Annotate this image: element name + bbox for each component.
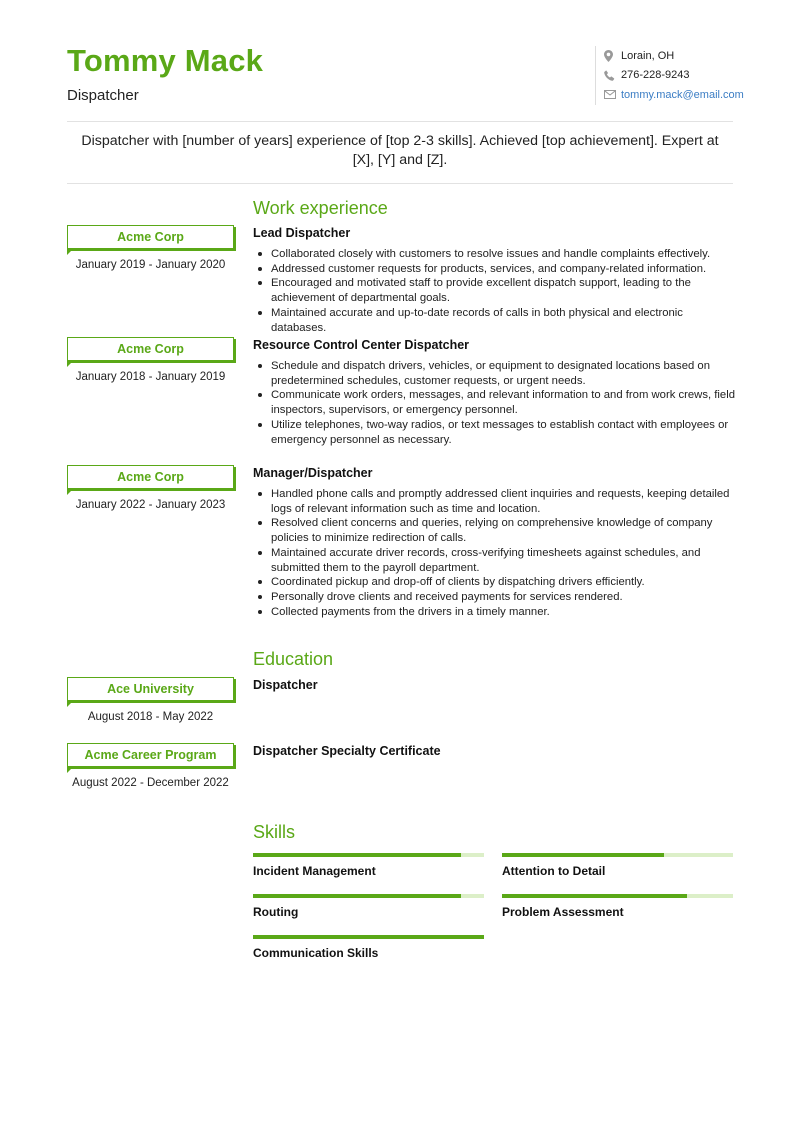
skill-bar-fill xyxy=(253,853,461,857)
skill-item xyxy=(502,853,733,878)
work-entry xyxy=(253,466,735,619)
work-entry xyxy=(253,226,735,335)
list-item: Handled phone calls and promptly addressed client inquiries and requests, keeping detailed logs of relevant information such as time and location. xyxy=(253,487,735,516)
candidate-name: Tommy Mack xyxy=(67,43,264,78)
phone-icon xyxy=(604,70,620,81)
list-item: Collaborated closely with customers to resolve issues and handle complaints effectively. xyxy=(253,247,735,262)
skill-bar xyxy=(253,853,484,857)
list-item: Utilize telephones, two-way radios, or text messages to establish contact with employees or emergency personnel as necessary. xyxy=(253,418,735,447)
skill-name: Attention to Detail xyxy=(502,864,606,878)
candidate-role: Dispatcher xyxy=(67,87,139,105)
skill-name: Communication Skills xyxy=(253,946,379,960)
list-item: Resolved client concerns and queries, relying on comprehensive knowledge of company policies to minimize redirection of calls. xyxy=(253,516,735,545)
skill-name: Problem Assessment xyxy=(502,905,624,919)
skill-bar-fill xyxy=(502,894,687,898)
job-title: Manager/Dispatcher xyxy=(253,466,373,480)
degree-title: Dispatcher Specialty Certificate xyxy=(253,744,441,758)
school-name: Acme Career Program xyxy=(67,743,234,767)
tag-tail xyxy=(67,767,73,773)
summary-divider xyxy=(67,183,733,184)
job-bullets xyxy=(253,359,735,447)
tag-tail xyxy=(67,249,73,255)
phone-text: 276-228-9243 xyxy=(621,69,690,82)
list-item: Schedule and dispatch drivers, vehicles, or equipment to designated locations based on predetermined schedules, customer requests, or urgent needs. xyxy=(253,359,735,388)
tag-tail xyxy=(67,361,73,367)
skill-bar xyxy=(502,894,733,898)
work-dates: January 2022 - January 2023 xyxy=(75,499,226,511)
tag-tail xyxy=(67,701,73,707)
work-company-tag xyxy=(67,225,234,271)
tag-tail xyxy=(67,489,73,495)
education-section-title: Education xyxy=(253,649,334,669)
company-name: Acme Corp xyxy=(67,337,234,361)
education-school-tag xyxy=(67,677,234,723)
list-item: Maintained accurate driver records, cross-verifying timesheets against schedules, and submitted them to the payroll department. xyxy=(253,546,735,575)
work-dates: January 2018 - January 2019 xyxy=(75,371,226,383)
skill-item xyxy=(253,853,484,878)
work-entry xyxy=(253,338,735,447)
list-item: Encouraged and motivated staff to provide excellent dispatch support, leading to the achievement of departmental goals. xyxy=(253,276,735,305)
list-item: Personally drove clients and received payments for services rendered. xyxy=(253,590,735,605)
job-title: Lead Dispatcher xyxy=(253,226,351,240)
school-name: Ace University xyxy=(67,677,234,701)
skill-bar-fill xyxy=(253,894,461,898)
contact-block xyxy=(595,46,745,105)
skill-item xyxy=(253,935,484,960)
list-item: Addressed customer requests for products, services, and company-related information. xyxy=(253,262,735,277)
list-item: Coordinated pickup and drop-off of clients by dispatching drivers efficiently. xyxy=(253,575,735,590)
skills-section-title: Skills xyxy=(253,822,296,842)
skill-bar-fill xyxy=(502,853,664,857)
work-dates: January 2019 - January 2020 xyxy=(75,259,226,271)
contact-email[interactable] xyxy=(604,85,745,105)
work-section-title: Work experience xyxy=(253,198,388,218)
contact-phone xyxy=(604,66,745,86)
degree-title: Dispatcher xyxy=(253,678,318,692)
job-bullets xyxy=(253,487,735,619)
skill-name: Routing xyxy=(253,905,299,919)
location-pin-icon xyxy=(604,50,620,62)
contact-location xyxy=(604,46,745,66)
education-dates: August 2022 - December 2022 xyxy=(72,777,229,789)
education-school-tag xyxy=(67,743,234,789)
work-company-tag xyxy=(67,337,234,383)
job-bullets xyxy=(253,247,735,335)
skill-item xyxy=(502,894,733,919)
skill-bar-fill xyxy=(253,935,484,939)
company-name: Acme Corp xyxy=(67,465,234,489)
skill-bar xyxy=(253,935,484,939)
envelope-icon xyxy=(604,90,620,99)
work-company-tag xyxy=(67,465,234,511)
skill-bar xyxy=(502,853,733,857)
list-item: Collected payments from the drivers in a timely manner. xyxy=(253,605,735,620)
education-entry xyxy=(253,678,735,692)
education-dates: August 2018 - May 2022 xyxy=(87,711,214,723)
skill-bar xyxy=(253,894,484,898)
summary-text: Dispatcher with [number of years] experience of [top 2-3 skills]. Achieved [top achievement]. Expert at [X], [Y] and [Z]. xyxy=(81,133,719,168)
resume-header xyxy=(67,44,263,104)
skill-name: Incident Management xyxy=(253,864,376,878)
list-item: Communicate work orders, messages, and relevant information to and from work crews, field inspectors, supervisors, or emergency personnel. xyxy=(253,388,735,417)
email-link[interactable]: tommy.mack@email.com xyxy=(621,88,744,101)
education-entry xyxy=(253,744,735,758)
header-divider xyxy=(67,121,733,122)
location-text: Lorain, OH xyxy=(621,49,675,62)
job-title: Resource Control Center Dispatcher xyxy=(253,338,470,352)
skill-item xyxy=(253,894,484,919)
company-name: Acme Corp xyxy=(67,225,234,249)
list-item: Maintained accurate and up-to-date records of calls in both physical and electronic databases. xyxy=(253,306,735,335)
